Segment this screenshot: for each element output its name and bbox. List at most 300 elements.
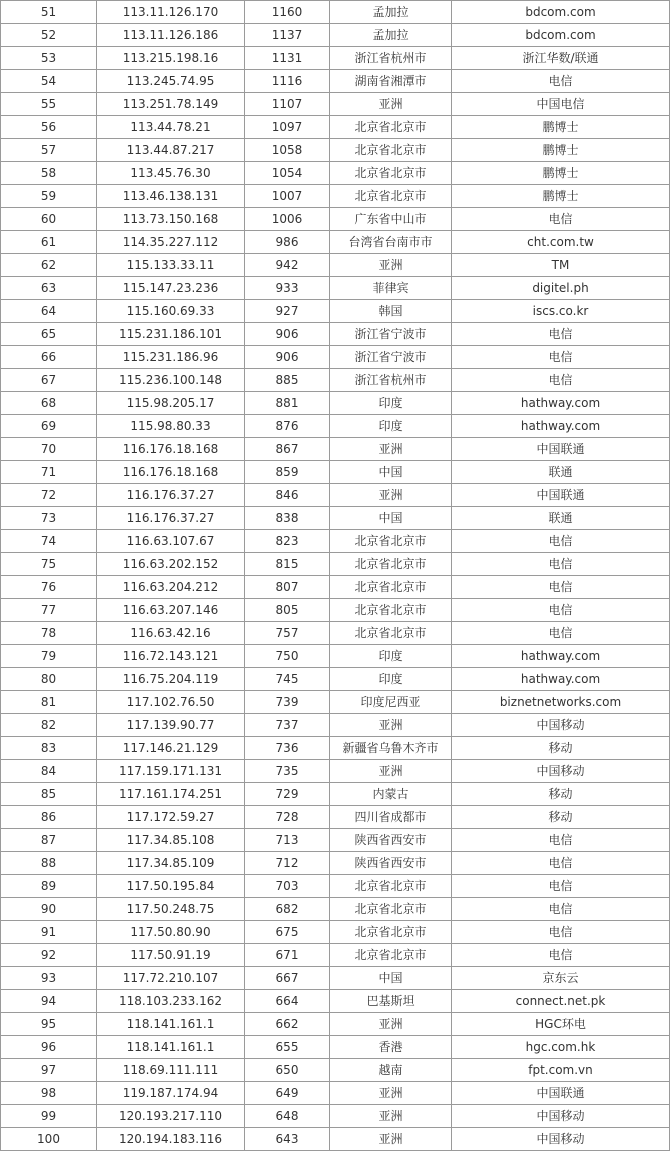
- ip-address-cell: 116.75.204.119: [97, 668, 245, 691]
- isp-cell: digitel.ph: [452, 277, 670, 300]
- rank-cell: 55: [1, 93, 97, 116]
- table-row: [1, 530, 670, 553]
- rank-cell: 53: [1, 47, 97, 70]
- ip-address-cell: 113.46.138.131: [97, 185, 245, 208]
- location-cell: 亚洲: [330, 760, 452, 783]
- location-cell: 北京省北京市: [330, 622, 452, 645]
- table-row: [1, 70, 670, 93]
- count-cell: 927: [245, 300, 330, 323]
- count-cell: 671: [245, 944, 330, 967]
- isp-cell: 电信: [452, 599, 670, 622]
- isp-cell: 中国移动: [452, 1128, 670, 1151]
- count-cell: 838: [245, 507, 330, 530]
- table-row: [1, 116, 670, 139]
- rank-cell: 78: [1, 622, 97, 645]
- rank-cell: 63: [1, 277, 97, 300]
- table-row: [1, 852, 670, 875]
- count-cell: 712: [245, 852, 330, 875]
- ip-address-cell: 116.63.42.16: [97, 622, 245, 645]
- count-cell: 1054: [245, 162, 330, 185]
- count-cell: 655: [245, 1036, 330, 1059]
- isp-cell: 浙江华数/联通: [452, 47, 670, 70]
- ip-address-cell: 120.193.217.110: [97, 1105, 245, 1128]
- location-cell: 北京省北京市: [330, 944, 452, 967]
- ip-address-cell: 116.176.18.168: [97, 461, 245, 484]
- location-cell: 印度: [330, 645, 452, 668]
- location-cell: 巴基斯坦: [330, 990, 452, 1013]
- isp-cell: 联通: [452, 507, 670, 530]
- table-row: [1, 645, 670, 668]
- location-cell: 中国: [330, 461, 452, 484]
- count-cell: 1116: [245, 70, 330, 93]
- isp-cell: cht.com.tw: [452, 231, 670, 254]
- ip-address-cell: 115.236.100.148: [97, 369, 245, 392]
- isp-cell: 电信: [452, 553, 670, 576]
- count-cell: 682: [245, 898, 330, 921]
- table-row: [1, 668, 670, 691]
- rank-cell: 70: [1, 438, 97, 461]
- count-cell: 713: [245, 829, 330, 852]
- isp-cell: 鹏博士: [452, 116, 670, 139]
- isp-cell: 电信: [452, 622, 670, 645]
- count-cell: 729: [245, 783, 330, 806]
- ip-address-cell: 117.34.85.109: [97, 852, 245, 875]
- isp-cell: 中国移动: [452, 760, 670, 783]
- table-row: [1, 323, 670, 346]
- rank-cell: 57: [1, 139, 97, 162]
- ip-address-cell: 118.69.111.111: [97, 1059, 245, 1082]
- ip-address-cell: 113.215.198.16: [97, 47, 245, 70]
- location-cell: 北京省北京市: [330, 185, 452, 208]
- isp-cell: biznetnetworks.com: [452, 691, 670, 714]
- ip-address-cell: 117.50.91.19: [97, 944, 245, 967]
- ip-address-cell: 120.194.183.116: [97, 1128, 245, 1151]
- table-row: [1, 346, 670, 369]
- rank-cell: 76: [1, 576, 97, 599]
- isp-cell: 鹏博士: [452, 162, 670, 185]
- count-cell: 735: [245, 760, 330, 783]
- ip-address-cell: 113.245.74.95: [97, 70, 245, 93]
- isp-cell: 电信: [452, 576, 670, 599]
- location-cell: 菲律宾: [330, 277, 452, 300]
- rank-cell: 58: [1, 162, 97, 185]
- ip-address-cell: 115.160.69.33: [97, 300, 245, 323]
- ip-address-cell: 115.98.80.33: [97, 415, 245, 438]
- ip-address-cell: 117.161.174.251: [97, 783, 245, 806]
- isp-cell: 京东云: [452, 967, 670, 990]
- isp-cell: 电信: [452, 829, 670, 852]
- location-cell: 亚洲: [330, 1013, 452, 1036]
- rank-cell: 56: [1, 116, 97, 139]
- isp-cell: TM: [452, 254, 670, 277]
- count-cell: 823: [245, 530, 330, 553]
- isp-cell: 鹏博士: [452, 139, 670, 162]
- table-row: [1, 392, 670, 415]
- isp-cell: 电信: [452, 530, 670, 553]
- table-row: [1, 576, 670, 599]
- table-row: [1, 599, 670, 622]
- rank-cell: 81: [1, 691, 97, 714]
- count-cell: 757: [245, 622, 330, 645]
- count-cell: 1131: [245, 47, 330, 70]
- rank-cell: 86: [1, 806, 97, 829]
- rank-cell: 79: [1, 645, 97, 668]
- table-row: [1, 691, 670, 714]
- ip-address-cell: 113.44.87.217: [97, 139, 245, 162]
- isp-cell: hathway.com: [452, 415, 670, 438]
- table-row: [1, 622, 670, 645]
- location-cell: 浙江省杭州市: [330, 369, 452, 392]
- count-cell: 648: [245, 1105, 330, 1128]
- ip-address-cell: 113.11.126.186: [97, 24, 245, 47]
- count-cell: 675: [245, 921, 330, 944]
- location-cell: 印度尼西亚: [330, 691, 452, 714]
- rank-cell: 69: [1, 415, 97, 438]
- rank-cell: 74: [1, 530, 97, 553]
- count-cell: 942: [245, 254, 330, 277]
- isp-cell: 鹏博士: [452, 185, 670, 208]
- table-row: [1, 1105, 670, 1128]
- table-row: [1, 1059, 670, 1082]
- rank-cell: 94: [1, 990, 97, 1013]
- rank-cell: 68: [1, 392, 97, 415]
- location-cell: 北京省北京市: [330, 576, 452, 599]
- count-cell: 867: [245, 438, 330, 461]
- rank-cell: 93: [1, 967, 97, 990]
- rank-cell: 59: [1, 185, 97, 208]
- isp-cell: 电信: [452, 323, 670, 346]
- location-cell: 新疆省乌鲁木齐市: [330, 737, 452, 760]
- isp-cell: 移动: [452, 737, 670, 760]
- count-cell: 650: [245, 1059, 330, 1082]
- table-row: [1, 277, 670, 300]
- ip-address-cell: 117.159.171.131: [97, 760, 245, 783]
- rank-cell: 61: [1, 231, 97, 254]
- location-cell: 印度: [330, 415, 452, 438]
- table-row: [1, 737, 670, 760]
- location-cell: 北京省北京市: [330, 162, 452, 185]
- ip-address-cell: 115.98.205.17: [97, 392, 245, 415]
- table-row: [1, 806, 670, 829]
- count-cell: 703: [245, 875, 330, 898]
- rank-cell: 52: [1, 24, 97, 47]
- table-row: [1, 944, 670, 967]
- ip-address-cell: 116.63.202.152: [97, 553, 245, 576]
- ip-address-cell: 116.176.37.27: [97, 484, 245, 507]
- location-cell: 北京省北京市: [330, 139, 452, 162]
- isp-cell: bdcom.com: [452, 1, 670, 24]
- ip-address-cell: 117.146.21.129: [97, 737, 245, 760]
- ip-address-cell: 115.133.33.11: [97, 254, 245, 277]
- isp-cell: hathway.com: [452, 392, 670, 415]
- location-cell: 印度: [330, 392, 452, 415]
- count-cell: 736: [245, 737, 330, 760]
- count-cell: 906: [245, 323, 330, 346]
- ip-address-cell: 117.139.90.77: [97, 714, 245, 737]
- table-row: [1, 139, 670, 162]
- location-cell: 亚洲: [330, 254, 452, 277]
- isp-cell: 电信: [452, 944, 670, 967]
- table-row: [1, 162, 670, 185]
- ip-address-cell: 116.176.18.168: [97, 438, 245, 461]
- location-cell: 中国: [330, 507, 452, 530]
- table-row: [1, 760, 670, 783]
- location-cell: 孟加拉: [330, 1, 452, 24]
- ip-address-cell: 113.45.76.30: [97, 162, 245, 185]
- location-cell: 北京省北京市: [330, 898, 452, 921]
- location-cell: 北京省北京市: [330, 116, 452, 139]
- rank-cell: 65: [1, 323, 97, 346]
- location-cell: 浙江省宁波市: [330, 323, 452, 346]
- rank-cell: 72: [1, 484, 97, 507]
- rank-cell: 92: [1, 944, 97, 967]
- location-cell: 内蒙古: [330, 783, 452, 806]
- ip-address-cell: 115.231.186.101: [97, 323, 245, 346]
- count-cell: 986: [245, 231, 330, 254]
- ip-address-cell: 115.147.23.236: [97, 277, 245, 300]
- rank-cell: 75: [1, 553, 97, 576]
- count-cell: 750: [245, 645, 330, 668]
- location-cell: 越南: [330, 1059, 452, 1082]
- location-cell: 亚洲: [330, 1105, 452, 1128]
- table-row: [1, 47, 670, 70]
- rank-cell: 99: [1, 1105, 97, 1128]
- isp-cell: 电信: [452, 852, 670, 875]
- table-row: [1, 829, 670, 852]
- table-row: [1, 990, 670, 1013]
- table-row: [1, 461, 670, 484]
- rank-cell: 64: [1, 300, 97, 323]
- rank-cell: 97: [1, 1059, 97, 1082]
- isp-cell: 中国电信: [452, 93, 670, 116]
- rank-cell: 66: [1, 346, 97, 369]
- isp-cell: 电信: [452, 369, 670, 392]
- ip-address-cell: 113.73.150.168: [97, 208, 245, 231]
- rank-cell: 54: [1, 70, 97, 93]
- ip-address-cell: 117.34.85.108: [97, 829, 245, 852]
- isp-cell: 电信: [452, 875, 670, 898]
- ip-address-cell: 113.251.78.149: [97, 93, 245, 116]
- isp-cell: 电信: [452, 70, 670, 93]
- table-row: [1, 507, 670, 530]
- location-cell: 韩国: [330, 300, 452, 323]
- location-cell: 印度: [330, 668, 452, 691]
- table-row: [1, 415, 670, 438]
- count-cell: 667: [245, 967, 330, 990]
- location-cell: 浙江省宁波市: [330, 346, 452, 369]
- rank-cell: 98: [1, 1082, 97, 1105]
- isp-cell: bdcom.com: [452, 24, 670, 47]
- rank-cell: 100: [1, 1128, 97, 1151]
- rank-cell: 67: [1, 369, 97, 392]
- table-row: [1, 553, 670, 576]
- location-cell: 台湾省台南市市: [330, 231, 452, 254]
- ip-address-cell: 115.231.186.96: [97, 346, 245, 369]
- location-cell: 孟加拉: [330, 24, 452, 47]
- count-cell: 1007: [245, 185, 330, 208]
- count-cell: 649: [245, 1082, 330, 1105]
- table-row: [1, 1082, 670, 1105]
- table-row: [1, 484, 670, 507]
- ip-address-cell: 117.102.76.50: [97, 691, 245, 714]
- ip-address-cell: 116.72.143.121: [97, 645, 245, 668]
- rank-cell: 90: [1, 898, 97, 921]
- count-cell: 881: [245, 392, 330, 415]
- count-cell: 1097: [245, 116, 330, 139]
- location-cell: 亚洲: [330, 93, 452, 116]
- table-row: [1, 898, 670, 921]
- rank-cell: 80: [1, 668, 97, 691]
- location-cell: 亚洲: [330, 714, 452, 737]
- rank-cell: 91: [1, 921, 97, 944]
- rank-cell: 89: [1, 875, 97, 898]
- table-row: [1, 438, 670, 461]
- count-cell: 1107: [245, 93, 330, 116]
- isp-cell: hathway.com: [452, 645, 670, 668]
- table-body: [1, 1, 670, 1151]
- location-cell: 亚洲: [330, 1128, 452, 1151]
- ip-address-cell: 117.50.195.84: [97, 875, 245, 898]
- location-cell: 北京省北京市: [330, 921, 452, 944]
- table-row: [1, 921, 670, 944]
- count-cell: 737: [245, 714, 330, 737]
- rank-cell: 95: [1, 1013, 97, 1036]
- isp-cell: 联通: [452, 461, 670, 484]
- count-cell: 906: [245, 346, 330, 369]
- isp-cell: HGC环电: [452, 1013, 670, 1036]
- table-row: [1, 185, 670, 208]
- count-cell: 846: [245, 484, 330, 507]
- table-row: [1, 300, 670, 323]
- isp-cell: hathway.com: [452, 668, 670, 691]
- rank-cell: 51: [1, 1, 97, 24]
- rank-cell: 85: [1, 783, 97, 806]
- isp-cell: 电信: [452, 346, 670, 369]
- table-row: [1, 1128, 670, 1151]
- location-cell: 陕西省西安市: [330, 829, 452, 852]
- count-cell: 745: [245, 668, 330, 691]
- table-row: [1, 254, 670, 277]
- location-cell: 北京省北京市: [330, 599, 452, 622]
- ip-address-cell: 118.141.161.1: [97, 1036, 245, 1059]
- rank-cell: 60: [1, 208, 97, 231]
- location-cell: 北京省北京市: [330, 875, 452, 898]
- isp-cell: 中国联通: [452, 1082, 670, 1105]
- ip-address-cell: 119.187.174.94: [97, 1082, 245, 1105]
- location-cell: 香港: [330, 1036, 452, 1059]
- ip-address-cell: 116.63.107.67: [97, 530, 245, 553]
- table-row: [1, 875, 670, 898]
- rank-cell: 87: [1, 829, 97, 852]
- count-cell: 1006: [245, 208, 330, 231]
- isp-cell: 中国联通: [452, 484, 670, 507]
- ip-address-cell: 117.50.248.75: [97, 898, 245, 921]
- isp-cell: 移动: [452, 806, 670, 829]
- ip-address-cell: 117.50.80.90: [97, 921, 245, 944]
- ip-address-cell: 118.103.233.162: [97, 990, 245, 1013]
- ip-address-cell: 113.11.126.170: [97, 1, 245, 24]
- location-cell: 亚洲: [330, 1082, 452, 1105]
- isp-cell: 电信: [452, 898, 670, 921]
- ip-address-cell: 116.63.207.146: [97, 599, 245, 622]
- location-cell: 中国: [330, 967, 452, 990]
- table-row: [1, 369, 670, 392]
- table-row: [1, 783, 670, 806]
- ip-address-cell: 117.172.59.27: [97, 806, 245, 829]
- isp-cell: 移动: [452, 783, 670, 806]
- location-cell: 陕西省西安市: [330, 852, 452, 875]
- ip-address-cell: 114.35.227.112: [97, 231, 245, 254]
- rank-cell: 71: [1, 461, 97, 484]
- count-cell: 1160: [245, 1, 330, 24]
- rank-cell: 83: [1, 737, 97, 760]
- rank-cell: 82: [1, 714, 97, 737]
- isp-cell: hgc.com.hk: [452, 1036, 670, 1059]
- rank-cell: 96: [1, 1036, 97, 1059]
- count-cell: 664: [245, 990, 330, 1013]
- rank-cell: 77: [1, 599, 97, 622]
- location-cell: 北京省北京市: [330, 553, 452, 576]
- count-cell: 876: [245, 415, 330, 438]
- count-cell: 643: [245, 1128, 330, 1151]
- isp-cell: 电信: [452, 208, 670, 231]
- count-cell: 1137: [245, 24, 330, 47]
- count-cell: 807: [245, 576, 330, 599]
- location-cell: 四川省成都市: [330, 806, 452, 829]
- rank-cell: 62: [1, 254, 97, 277]
- count-cell: 1058: [245, 139, 330, 162]
- ip-address-cell: 113.44.78.21: [97, 116, 245, 139]
- isp-cell: iscs.co.kr: [452, 300, 670, 323]
- table-row: [1, 714, 670, 737]
- ip-address-cell: 116.63.204.212: [97, 576, 245, 599]
- table-row: [1, 1013, 670, 1036]
- ip-address-cell: 117.72.210.107: [97, 967, 245, 990]
- table-row: [1, 93, 670, 116]
- location-cell: 广东省中山市: [330, 208, 452, 231]
- table-row: [1, 967, 670, 990]
- table-row: [1, 208, 670, 231]
- isp-cell: 电信: [452, 921, 670, 944]
- rank-cell: 84: [1, 760, 97, 783]
- table-row: [1, 1, 670, 24]
- count-cell: 885: [245, 369, 330, 392]
- count-cell: 933: [245, 277, 330, 300]
- location-cell: 湖南省湘潭市: [330, 70, 452, 93]
- isp-cell: 中国移动: [452, 714, 670, 737]
- isp-cell: 中国联通: [452, 438, 670, 461]
- isp-cell: connect.net.pk: [452, 990, 670, 1013]
- location-cell: 北京省北京市: [330, 530, 452, 553]
- isp-cell: fpt.com.vn: [452, 1059, 670, 1082]
- table-row: [1, 24, 670, 47]
- count-cell: 728: [245, 806, 330, 829]
- location-cell: 浙江省杭州市: [330, 47, 452, 70]
- rank-cell: 73: [1, 507, 97, 530]
- table-row: [1, 231, 670, 254]
- ip-address-cell: 116.176.37.27: [97, 507, 245, 530]
- rank-cell: 88: [1, 852, 97, 875]
- table-row: [1, 1036, 670, 1059]
- ip-address-cell: 118.141.161.1: [97, 1013, 245, 1036]
- count-cell: 815: [245, 553, 330, 576]
- count-cell: 859: [245, 461, 330, 484]
- location-cell: 亚洲: [330, 484, 452, 507]
- count-cell: 662: [245, 1013, 330, 1036]
- count-cell: 739: [245, 691, 330, 714]
- isp-cell: 中国移动: [452, 1105, 670, 1128]
- count-cell: 805: [245, 599, 330, 622]
